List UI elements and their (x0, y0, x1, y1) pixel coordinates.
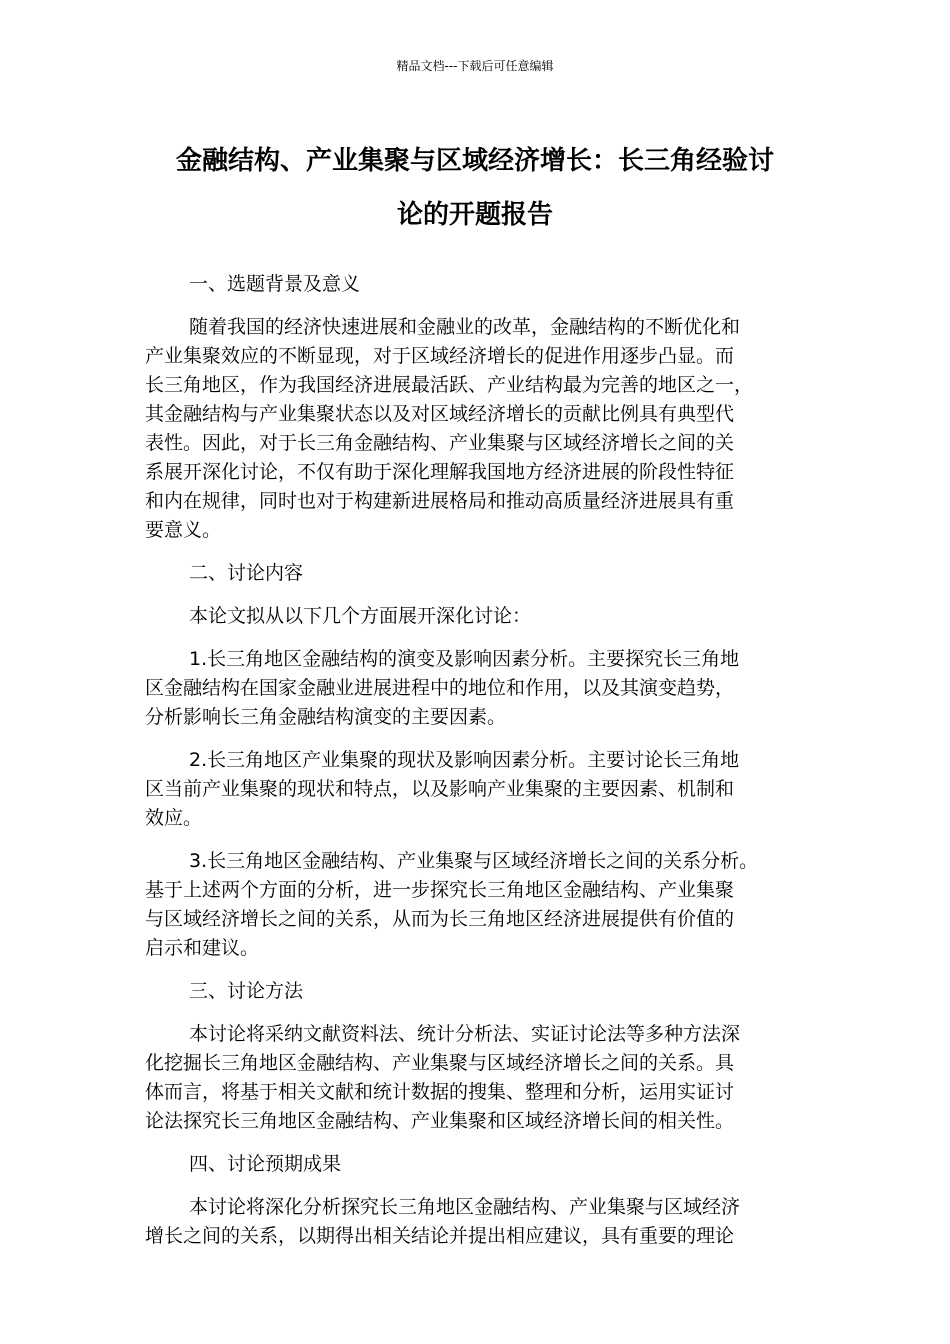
paragraph-line: 3.长三角地区金融结构、产业集聚与区域经济增长之间的关系分析。 (189, 850, 759, 872)
document-body (145, 270, 795, 1265)
paragraph-line: 体而言，将基于相关文献和统计数据的搜集、整理和分析，运用实证讨 (145, 1081, 735, 1103)
paragraph-line: 启示和建议。 (145, 937, 260, 959)
paragraph-line: 要意义。 (145, 519, 222, 541)
paragraph-line: 本讨论将采纳文献资料法、统计分析法、实证讨论法等多种方法深 (189, 1023, 741, 1045)
paragraph-line: 区当前产业集聚的现状和特点，以及影响产业集聚的主要因素、机制和 (145, 778, 735, 800)
paragraph-line: 效应。 (145, 807, 203, 829)
document-title (138, 134, 812, 242)
paragraph-line: 分析影响长三角金融结构演变的主要因素。 (145, 706, 507, 728)
paragraph-line: 和内在规律，同时也对于构建新进展格局和推动高质量经济进展具有重 (145, 490, 735, 512)
paragraph-line: 本讨论将深化分析探究长三角地区金融结构、产业集聚与区域经济 (189, 1196, 741, 1218)
paragraph (145, 313, 795, 545)
paragraph-line: 增长之间的关系，以期得出相关结论并提出相应建议，具有重要的理论 (145, 1225, 735, 1247)
header-note: 精品文档---下载后可任意编辑 (396, 59, 554, 73)
paragraph (145, 1193, 795, 1251)
paragraph-line: 与区域经济增长之间的关系，从而为长三角地区经济进展提供有价值的 (145, 908, 735, 930)
title-line: 金融结构、产业集聚与区域经济增长：长三角经验讨 (175, 146, 774, 176)
paragraph-line: 产业集聚效应的不断显现，对于区域经济增长的促进作用逐步凸显。而 (145, 345, 735, 367)
title-line: 论的开题报告 (396, 200, 553, 230)
paragraph-line: 表性。因此，对于长三角金融结构、产业集聚与区域经济增长之间的关 (145, 432, 735, 454)
paragraph-line: 化挖掘长三角地区金融结构、产业集聚与区域经济增长之间的关系。具 (145, 1052, 735, 1074)
section-heading: 三、讨论方法 (189, 980, 304, 1002)
paragraph-line: 1.长三角地区金融结构的演变及影响因素分析。主要探究长三角地 (189, 648, 740, 670)
paragraph (145, 602, 795, 631)
paragraph-line: 论法探究长三角地区金融结构、产业集聚和区域经济增长间的相关性。 (145, 1110, 735, 1132)
section-heading: 一、选题背景及意义 (189, 273, 361, 295)
section-heading: 四、讨论预期成果 (189, 1153, 342, 1175)
paragraph (145, 645, 795, 732)
paragraph-line: 系展开深化讨论，不仅有助于深化理解我国地方经济进展的阶段性特征 (145, 461, 735, 483)
paragraph-line: 本论文拟从以下几个方面展开深化讨论： (189, 605, 532, 627)
section-heading: 二、讨论内容 (189, 562, 304, 584)
paragraph-line: 基于上述两个方面的分析，进一步探究长三角地区金融结构、产业集聚 (145, 879, 735, 901)
paragraph (145, 746, 795, 833)
paragraph-line: 长三角地区，作为我国经济进展最活跃、产业结构最为完善的地区之一， (145, 374, 754, 396)
paragraph (145, 1020, 795, 1136)
paragraph (145, 847, 795, 963)
paragraph-line: 其金融结构与产业集聚状态以及对区域经济增长的贡献比例具有典型代 (145, 403, 735, 425)
paragraph-line: 区金融结构在国家金融业进展进程中的地位和作用，以及其演变趋势， (145, 677, 735, 699)
paragraph-line: 随着我国的经济快速进展和金融业的改革，金融结构的不断优化和 (189, 316, 741, 338)
paragraph-line: 2.长三角地区产业集聚的现状及影响因素分析。主要讨论长三角地 (189, 749, 740, 771)
